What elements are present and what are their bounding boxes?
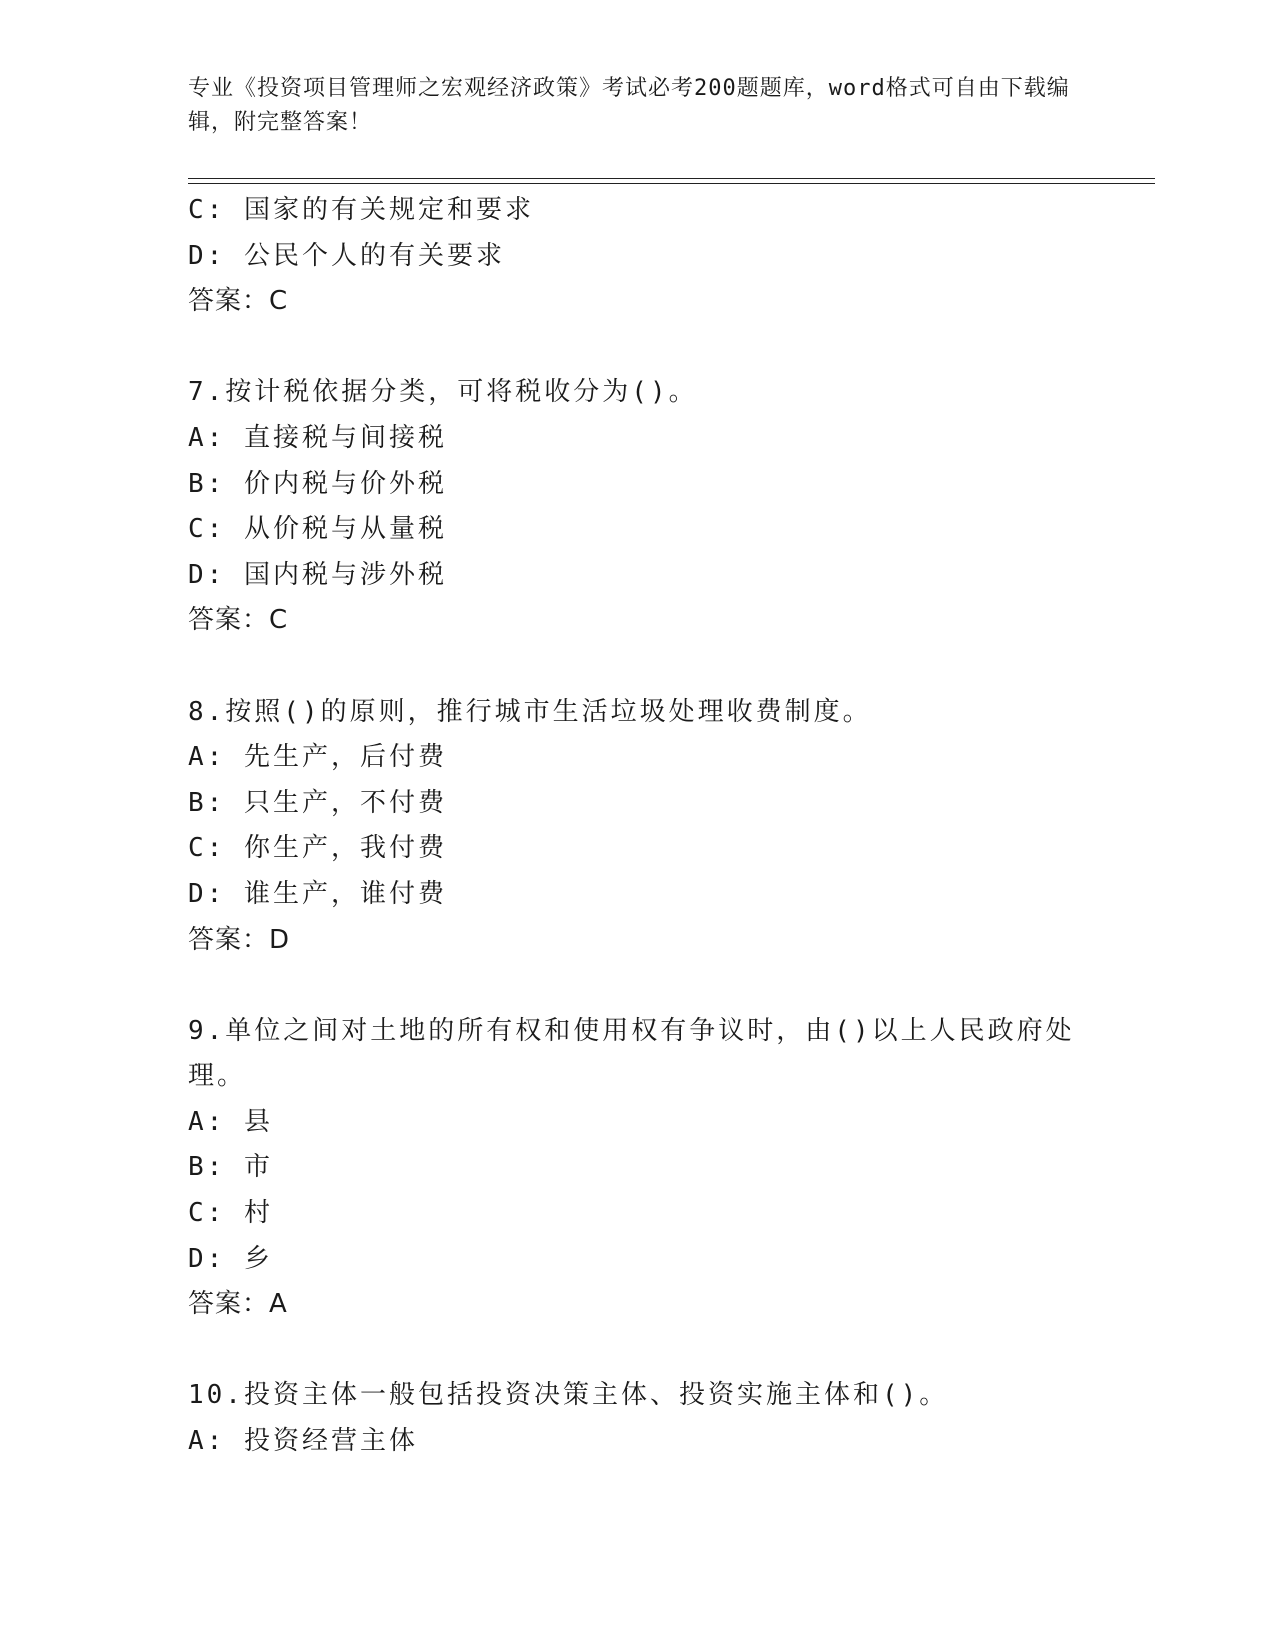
spacer [188,644,1088,690]
question-text: 7.按计税依据分类，可将税收分为()。 [188,377,698,408]
spacer [188,325,1088,371]
option-d: D: 乡 [188,1243,273,1274]
option-d: D: 谁生产，谁付费 [188,878,447,909]
option-b: B: 市 [188,1152,273,1183]
answer-line: 答案：C [188,605,289,636]
question-text: 9.单位之间对土地的所有权和使用权有争议时，由()以上人民政府处理。 [188,1015,1075,1092]
answer-line: 答案：C [188,286,289,317]
option-d: D: 国内税与涉外税 [188,559,447,590]
header-rule-bottom [188,183,1155,184]
answer-line: 答案：D [188,924,291,955]
spacer [188,1328,1088,1374]
document-header: 专业《投资项目管理师之宏观经济政策》考试必考200题题库，word格式可自由下载编辑，附完整答案！ [188,76,1070,135]
option-a: A: 先生产，后付费 [188,742,447,773]
option-c: C: 从价税与从量税 [188,514,447,545]
option-d: D: 公民个人的有关要求 [188,240,505,271]
header-rule-top [188,178,1155,179]
option-a: A: 县 [188,1106,273,1137]
answer-line: 答案：A [188,1289,288,1320]
question-text: 8.按照()的原则，推行城市生活垃圾处理收费制度。 [188,696,872,727]
option-a: A: 直接税与间接税 [188,422,447,453]
option-b: B: 只生产，不付费 [188,787,447,818]
option-c: C: 村 [188,1198,273,1229]
question-list [188,188,1088,1465]
option-b: B: 价内税与价外税 [188,468,447,499]
option-a: A: 投资经营主体 [188,1426,418,1457]
option-c: C: 国家的有关规定和要求 [188,195,534,225]
option-c: C: 你生产，我付费 [188,833,447,864]
spacer [188,963,1088,1009]
question-text: 10.投资主体一般包括投资决策主体、投资实施主体和()。 [188,1380,949,1411]
